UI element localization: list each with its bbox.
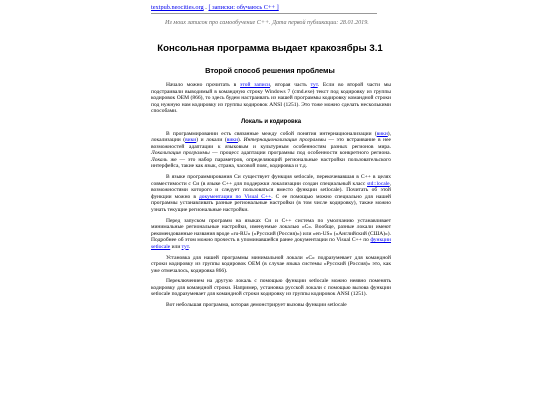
link-std-locale[interactable]: std::locale xyxy=(367,180,390,187)
text-span: Начало можно прочитать в xyxy=(166,82,241,88)
page-title: Консольная программа выдает кракозябры 3.1 xyxy=(157,43,383,54)
intro-text: Из моих записок про самообучение C++. Дата первой публикации: 28.01.2019. xyxy=(165,20,369,26)
paragraph-7: Вот небольшая программа, которая демонстрирует вызовы функции setlocale xyxy=(166,302,347,309)
text-span: — это встраивание в нее возможностей адаптации к языковым и культурным особенностям разных регионов мира. xyxy=(151,137,391,150)
text-span: ), локализации ( xyxy=(151,130,391,144)
paragraph-4 xyxy=(151,218,391,251)
paragraph-3 xyxy=(151,174,391,213)
link-part-two[interactable]: тут xyxy=(310,82,318,88)
text-span: ) и локали ( xyxy=(196,137,227,144)
link-visual-cpp-docs[interactable]: документации по Visual C++ xyxy=(198,193,272,200)
text-span: . С ее помощью можно специально для нашей программы устанавливать разные региональные настройки (в том числе кодировку), также можно узнать текущие региональные настройки. xyxy=(151,193,391,213)
paragraph-6: Переключением на другую локаль с помощью функции setlocale можно неявно поменять кодировку для командной строки. Например, установка русской локали с помощью вызова функции setlocale подразумевает для командной строки кодировку из группы кодировок ANSI (1251). xyxy=(151,278,391,298)
text-span: же — это набор параметров, определяющий региональные настройки пользовательского интерфейса, такие как язык, страна, часовой пояс, кодировка и т.д. xyxy=(151,156,391,170)
link-wiki-l10n[interactable]: вики xyxy=(185,137,197,144)
paragraph-2 xyxy=(151,131,391,170)
link-wiki-i18n[interactable]: вики xyxy=(376,130,388,137)
text-span: . xyxy=(188,243,191,250)
intro-note xyxy=(151,20,383,28)
link-this-note[interactable]: этой записи xyxy=(240,82,271,88)
paragraph-5: Установка для нашей программы минимальной локали «C» подразумевает для командной строки кодировку из группы кодировок OEM (в случае языка системы «Русский (Россия)» это, как уже отмечалось, кодировка 866). xyxy=(151,254,391,274)
text-span: Перед запуском программ на языках Си и C++ система по умолчанию устанавливает минимальные региональные настройки, именуемые локалью «C». Вообще, разные локали имеют рекомендованные названия вроде «ru-RU» («Русский (Россия)») или «en-US» («Английский (США)»). Подробнее об этом можно прочесть в упоминавшейся ранее документации по Visual C++ по xyxy=(151,217,392,244)
emphasis: Локаль xyxy=(151,156,168,163)
text-span: В программировании есть связанные между собой понятия интернационализации ( xyxy=(166,130,377,137)
page-subtitle: Второй способ решения проблемы xyxy=(205,66,335,75)
home-link[interactable]: textpub.neocities.org xyxy=(151,4,204,11)
text-span: или xyxy=(170,243,182,250)
text-span: . Если во второй части мы подстраивали выводимый в командную строку Windows 7 (cmd.exe) текст под кодировку из группы кодировок OEM (866), то здесь будем настраивать из нашей программы кодировку командной строки под нужную нам кодировку из группы кодировок ANSI (1251). Это тоже можно сделать несколькими способами. xyxy=(151,82,391,114)
emphasis: Интернационализация программы xyxy=(243,137,326,144)
link-here[interactable]: тут xyxy=(181,243,189,250)
text-span: , возможностями которого и следует пользоваться вместо функции setlocale). Почитать об этой функции можно в xyxy=(151,180,391,200)
nav-separator: . xyxy=(205,4,207,11)
emphasis: Локализация программы xyxy=(151,150,210,157)
text-span: , вторая часть xyxy=(270,82,311,88)
header-divider xyxy=(151,13,377,14)
text-span: — процесс адаптации программы под особенности конкретного региона. xyxy=(209,150,391,157)
text-span: В языке программирования Си существует функция setlocale, перекочевавшая в C++ в целях совместимости с Си (в языке C++ для поддержки локализации создан специальный класс xyxy=(151,174,391,187)
article-body xyxy=(151,82,391,313)
link-wiki-locale[interactable]: вики xyxy=(226,137,238,144)
top-nav xyxy=(151,4,279,12)
text-span: ). xyxy=(237,137,244,144)
section-link[interactable]: [ записки: обучаюсь C++ ] xyxy=(208,4,279,11)
link-setlocale-docs[interactable]: функции setlocale xyxy=(151,237,391,250)
paragraph-1 xyxy=(151,82,391,115)
section-heading: Локаль и кодировка xyxy=(240,118,302,125)
